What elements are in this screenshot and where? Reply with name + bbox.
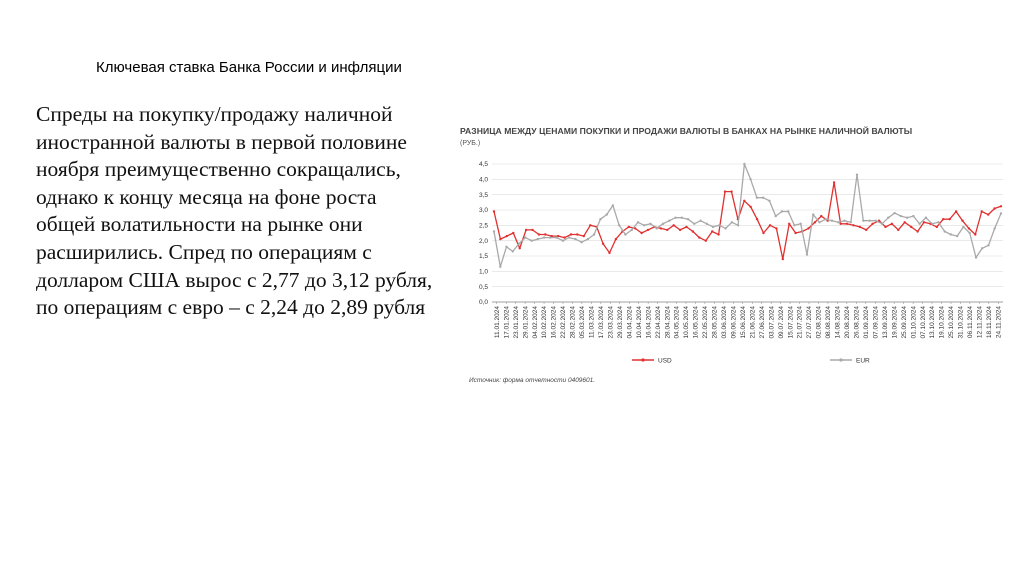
data-point-eur [906, 217, 908, 219]
y-tick-label: 4,5 [478, 161, 488, 169]
data-point-usd [608, 252, 610, 254]
series-lines [493, 163, 1002, 268]
data-point-usd [589, 224, 591, 226]
data-point-eur [731, 221, 733, 223]
data-point-eur [843, 220, 845, 222]
y-axis [479, 161, 488, 306]
data-point-usd [499, 238, 501, 240]
data-point-usd [563, 236, 565, 238]
data-point-eur [749, 178, 751, 180]
data-point-usd [660, 227, 662, 229]
data-point-usd [814, 221, 816, 223]
data-point-usd [705, 240, 707, 242]
data-point-eur [562, 240, 564, 242]
data-point-eur [1000, 212, 1002, 214]
data-point-usd [897, 229, 899, 231]
x-tick-label: 12.11.2024 [976, 306, 984, 339]
chart-title: РАЗНИЦА МЕЖДУ ЦЕНАМИ ПОКУПКИ И ПРОДАЖИ ВАЛЮТЫ В БАНКАХ НА РЫНКЕ НАЛИЧНОЙ ВАЛЮТЫ [460, 126, 913, 136]
x-tick-label: 22.02.2024 [560, 306, 568, 339]
data-point-usd [493, 210, 495, 212]
data-point-usd [942, 218, 944, 220]
data-point-usd [904, 221, 906, 223]
x-tick-label: 20.08.2024 [844, 306, 852, 339]
data-point-eur [969, 232, 971, 234]
data-point-eur [962, 226, 964, 228]
data-point-usd [852, 224, 854, 226]
data-point-usd [525, 229, 527, 231]
data-point-eur [825, 218, 827, 220]
data-point-eur [693, 223, 695, 225]
x-tick-label: 03.06.2024 [721, 306, 729, 339]
data-point-eur [580, 241, 582, 243]
x-tick-label: 23.01.2024 [512, 306, 520, 339]
data-point-eur [994, 227, 996, 229]
data-point-usd [647, 229, 649, 231]
data-point-eur [687, 218, 689, 220]
chart-legend [632, 358, 870, 365]
data-point-eur [781, 210, 783, 212]
data-point-eur [950, 233, 952, 235]
data-point-eur [618, 224, 620, 226]
data-point-usd [743, 200, 745, 202]
x-tick-label: 25.09.2024 [900, 306, 908, 339]
data-point-eur [756, 197, 758, 199]
data-point-usd [916, 230, 918, 232]
data-point-usd [788, 223, 790, 225]
x-tick-label: 29.03.2024 [616, 306, 624, 339]
x-tick-label: 09.07.2024 [777, 306, 785, 339]
y-tick-label: 1,5 [478, 253, 488, 261]
data-point-eur [925, 217, 927, 219]
data-point-usd [833, 181, 835, 183]
slide-title: Ключевая ставка Банка России и инфляции [96, 59, 402, 76]
data-point-eur [862, 220, 864, 222]
data-point-eur [718, 224, 720, 226]
data-point-eur [681, 217, 683, 219]
data-point-usd [807, 227, 809, 229]
data-point-eur [649, 223, 651, 225]
data-point-usd [936, 226, 938, 228]
data-point-eur [555, 236, 557, 238]
x-tick-label: 04.02.2024 [531, 306, 539, 339]
data-point-usd [570, 233, 572, 235]
data-point-eur [837, 221, 839, 223]
data-point-eur [631, 229, 633, 231]
data-point-eur [637, 221, 639, 223]
y-tick-label: 4,0 [478, 176, 488, 184]
data-point-eur [574, 238, 576, 240]
body-text: Спреды на покупку/продажу наличной иностранной валюты в первой половине ноября преимущественно сокращались, однако к концу месяца на фоне роста общей волатильности на рынке они расширились. Спред по операциям с долларом США вырос с 2,77 до 3,12 рубля, по операциям с евро – с 2,24 до 2,89 рубля [36, 102, 433, 320]
chart-unit: (РУБ.) [460, 140, 481, 147]
data-point-usd [762, 232, 764, 234]
data-point-usd [602, 243, 604, 245]
data-point-eur [706, 223, 708, 225]
data-point-usd [993, 207, 995, 209]
data-point-usd [968, 227, 970, 229]
data-point-eur [674, 217, 676, 219]
data-point-eur [587, 238, 589, 240]
y-tick-label: 2,5 [478, 222, 488, 230]
data-point-eur [918, 223, 920, 225]
x-tick-label: 28.04.2024 [664, 306, 672, 339]
data-point-usd [685, 226, 687, 228]
x-tick-label: 10.05.2024 [683, 306, 691, 339]
data-point-eur [856, 174, 858, 176]
data-point-eur [543, 236, 545, 238]
data-point-eur [793, 224, 795, 226]
data-point-usd [1000, 205, 1002, 207]
data-point-usd [794, 232, 796, 234]
x-tick-label: 23.03.2024 [607, 306, 615, 339]
x-tick-label: 22.04.2024 [654, 306, 662, 339]
x-tick-label: 13.10.2024 [929, 306, 937, 339]
x-tick-label: 05.03.2024 [579, 306, 587, 339]
y-tick-label: 2,0 [478, 237, 488, 245]
x-tick-label: 08.08.2024 [825, 306, 833, 339]
series-line-usd [494, 182, 1001, 259]
data-point-eur [975, 256, 977, 258]
data-point-eur [712, 226, 714, 228]
data-point-eur [937, 221, 939, 223]
data-point-usd [538, 233, 540, 235]
y-tick-label: 3,0 [478, 207, 488, 215]
x-tick-label: 03.07.2024 [768, 306, 776, 339]
data-point-eur [875, 220, 877, 222]
x-tick-label: 07.10.2024 [919, 306, 927, 339]
data-point-eur [887, 217, 889, 219]
x-tick-label: 17.01.2024 [503, 306, 511, 339]
x-tick-label: 10.02.2024 [541, 306, 549, 339]
data-point-usd [750, 206, 752, 208]
data-point-usd [981, 210, 983, 212]
data-point-usd [769, 224, 771, 226]
x-tick-label: 14.08.2024 [834, 306, 842, 339]
y-tick-label: 0,0 [478, 299, 488, 307]
data-point-eur [662, 223, 664, 225]
data-point-usd [640, 232, 642, 234]
data-point-eur [737, 224, 739, 226]
x-tick-label: 16.04.2024 [645, 306, 653, 339]
x-tick-label: 11.03.2024 [588, 306, 596, 339]
data-point-eur [762, 197, 764, 199]
data-point-eur [768, 200, 770, 202]
data-point-eur [668, 220, 670, 222]
data-point-usd [782, 258, 784, 260]
data-point-eur [944, 230, 946, 232]
x-tick-label: 11.01.2024 [493, 306, 501, 339]
data-point-usd [974, 233, 976, 235]
data-point-eur [806, 253, 808, 255]
chart-grid [492, 164, 1003, 302]
data-point-usd [576, 233, 578, 235]
data-point-eur [787, 210, 789, 212]
x-tick-label: 31.10.2024 [957, 306, 965, 339]
data-point-eur [512, 250, 514, 252]
x-tick-label: 01.09.2024 [862, 306, 870, 339]
data-point-eur [775, 215, 777, 217]
data-point-usd [583, 235, 585, 237]
data-point-eur [900, 215, 902, 217]
data-point-eur [912, 215, 914, 217]
x-tick-label: 17.03.2024 [598, 306, 606, 339]
data-point-eur [850, 221, 852, 223]
x-tick-label: 16.05.2024 [692, 306, 700, 339]
data-point-eur [593, 233, 595, 235]
data-point-usd [730, 190, 732, 192]
data-point-eur [818, 221, 820, 223]
data-point-eur [893, 212, 895, 214]
legend-label-eur: EUR [856, 357, 870, 365]
data-point-usd [871, 223, 873, 225]
x-tick-label: 02.08.2024 [815, 306, 823, 339]
data-point-usd [955, 210, 957, 212]
data-point-usd [531, 229, 533, 231]
data-point-usd [775, 227, 777, 229]
x-tick-label: 28.05.2024 [711, 306, 719, 339]
x-tick-label: 13.09.2024 [881, 306, 889, 339]
x-tick-label: 19.10.2024 [938, 306, 946, 339]
legend-marker-usd [641, 358, 644, 361]
data-point-eur [530, 240, 532, 242]
y-tick-label: 1,0 [478, 268, 488, 276]
x-tick-label: 15.07.2024 [787, 306, 795, 339]
x-tick-label: 15.06.2024 [739, 306, 747, 339]
legend-marker-eur [839, 358, 842, 361]
data-point-eur [524, 236, 526, 238]
data-point-usd [949, 218, 951, 220]
data-point-usd [961, 220, 963, 222]
x-tick-label: 10.04.2024 [635, 306, 643, 339]
x-tick-label: 25.10.2024 [948, 305, 956, 339]
source-note: Источник: форма отчетности 0409601. [469, 377, 596, 384]
data-point-usd [519, 247, 521, 249]
data-point-eur [699, 220, 701, 222]
data-point-usd [698, 236, 700, 238]
y-tick-label: 0,5 [478, 283, 488, 291]
data-point-eur [656, 227, 658, 229]
x-tick-label: 09.06.2024 [730, 306, 738, 339]
data-point-eur [868, 220, 870, 222]
x-tick-label: 27.06.2024 [758, 306, 766, 339]
data-point-eur [624, 233, 626, 235]
data-point-usd [820, 215, 822, 217]
data-point-eur [606, 213, 608, 215]
data-point-usd [859, 226, 861, 228]
data-point-eur [812, 213, 814, 215]
x-tick-label: 06.11.2024 [967, 306, 975, 339]
data-point-eur [931, 223, 933, 225]
data-point-eur [518, 243, 520, 245]
y-tick-label: 3,5 [478, 191, 488, 199]
data-point-eur [956, 235, 958, 237]
data-point-usd [711, 230, 713, 232]
data-point-eur [505, 246, 507, 248]
data-point-eur [499, 266, 501, 268]
data-point-usd [628, 226, 630, 228]
data-point-usd [673, 224, 675, 226]
data-point-usd [891, 223, 893, 225]
data-point-usd [506, 235, 508, 237]
data-point-usd [679, 229, 681, 231]
data-point-eur [537, 238, 539, 240]
x-tick-label: 28.02.2024 [569, 306, 577, 339]
x-tick-label: 29.01.2024 [522, 306, 530, 339]
x-tick-label: 26.08.2024 [853, 306, 861, 339]
data-point-eur [800, 223, 802, 225]
data-point-eur [568, 236, 570, 238]
data-point-eur [881, 223, 883, 225]
x-tick-label: 07.09.2024 [872, 306, 880, 339]
x-tick-label: 21.07.2024 [796, 306, 804, 339]
x-tick-label: 24.11.2024 [995, 306, 1003, 339]
data-point-usd [846, 223, 848, 225]
data-point-usd [756, 218, 758, 220]
data-point-usd [512, 232, 514, 234]
data-point-usd [987, 213, 989, 215]
x-tick-label: 19.09.2024 [891, 306, 899, 339]
data-point-usd [884, 226, 886, 228]
x-tick-label: 22.05.2024 [702, 306, 710, 339]
legend-label-usd: USD [658, 357, 672, 365]
data-point-eur [743, 163, 745, 165]
x-tick-label: 04.04.2024 [626, 306, 634, 339]
spread-line-chart [460, 150, 1010, 375]
data-point-eur [987, 244, 989, 246]
x-tick-label: 18.11.2024 [986, 306, 994, 339]
x-tick-label: 27.07.2024 [806, 306, 814, 339]
x-axis [492, 302, 1003, 339]
data-point-eur [599, 218, 601, 220]
x-tick-label: 16.02.2024 [550, 306, 558, 339]
data-point-usd [910, 226, 912, 228]
data-point-eur [981, 247, 983, 249]
data-point-usd [544, 233, 546, 235]
data-point-usd [923, 221, 925, 223]
data-point-usd [666, 229, 668, 231]
x-tick-label: 04.05.2024 [673, 306, 681, 339]
data-point-usd [839, 223, 841, 225]
x-tick-label: 01.10.2024 [910, 306, 918, 339]
data-point-eur [493, 230, 495, 232]
data-point-usd [615, 238, 617, 240]
data-point-eur [831, 220, 833, 222]
data-point-usd [865, 229, 867, 231]
data-point-usd [692, 230, 694, 232]
data-point-usd [717, 233, 719, 235]
data-point-usd [724, 190, 726, 192]
data-point-eur [612, 204, 614, 206]
data-point-eur [724, 227, 726, 229]
x-tick-label: 21.06.2024 [749, 306, 757, 339]
data-point-eur [549, 236, 551, 238]
data-point-eur [643, 224, 645, 226]
